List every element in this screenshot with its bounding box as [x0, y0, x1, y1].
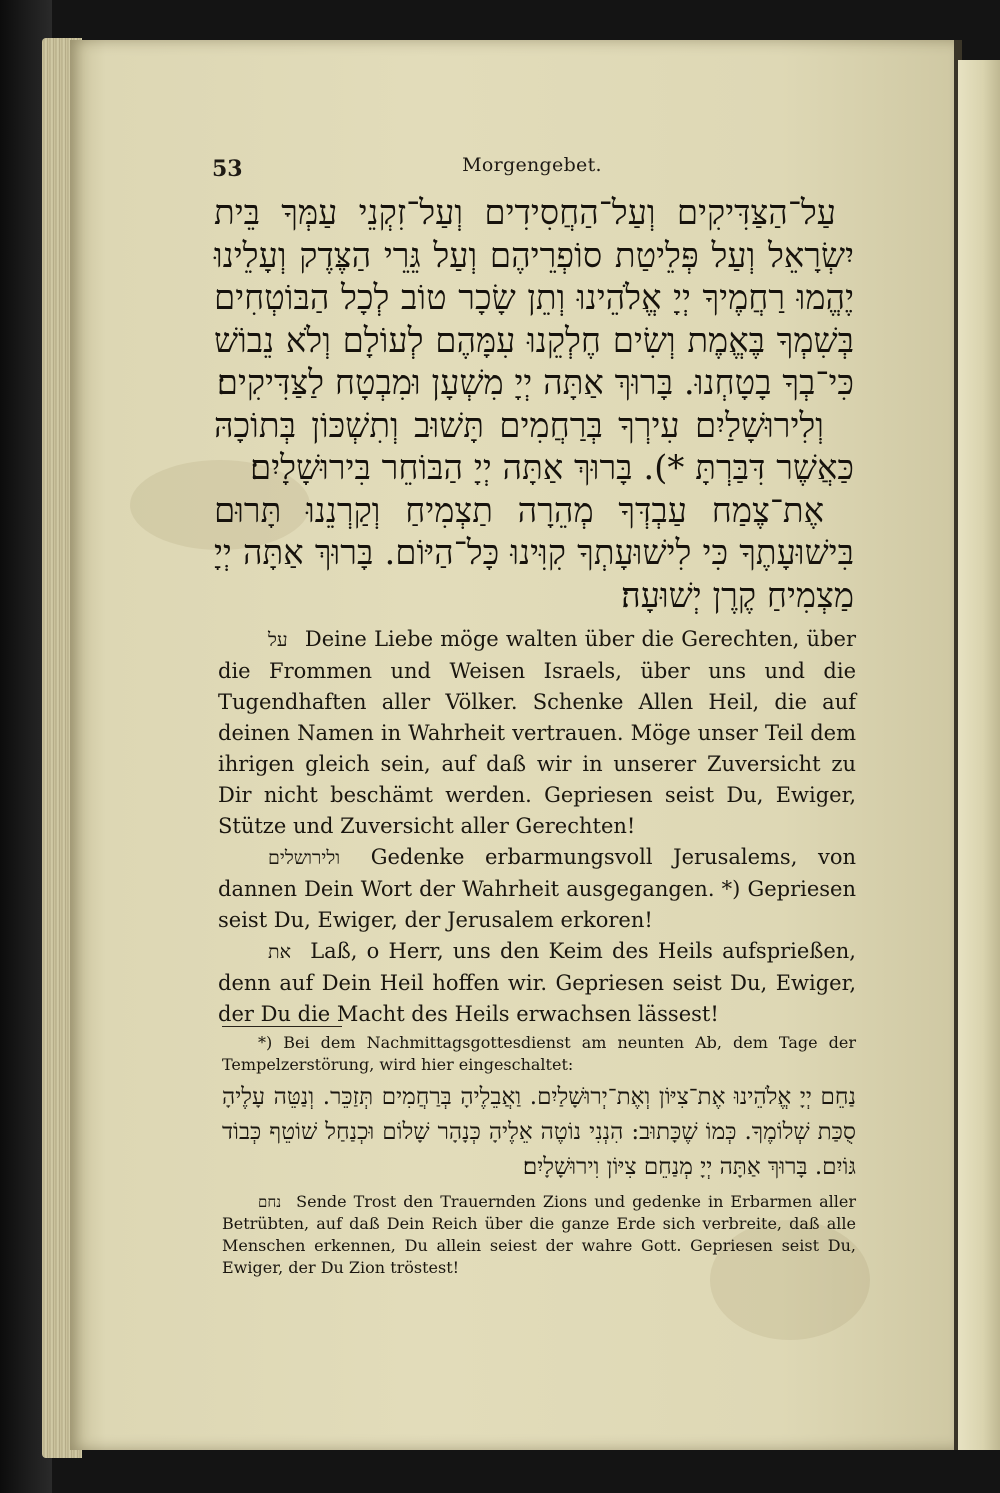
german-translation: [218, 624, 856, 1030]
hebrew-catchword: נחם: [258, 1193, 282, 1211]
footnote-rule: [222, 1026, 342, 1027]
facing-page: [958, 60, 1000, 1450]
page-header: [212, 152, 852, 186]
running-head: Morgengebet.: [462, 154, 602, 176]
hebrew-paragraph: עַל־הַצַּדִּיקִים וְעַל־הַחֲסִידִים וְעַל־זִקְנֵי עַמְּךָ בֵּית יִשְׂרָאֵל וְעַל פְּלֵיטַת סוֹפְרֵיהֶם וְעַל גֵּרֵי הַצֶּדֶק וְעָלֵינוּ יֶהֱמוּ רַחֲמֶיךָ יְיָ אֱלֹהֵינוּ וְתֵן שָׂכָר טוֹב לְכָל הַבּוֹטְחִים בְּשִׁמְךָ בֶּאֱמֶת וְשִׂים חֶלְקֵנוּ עִמָּהֶם לְעוֹלָם וְלֹא נֵבוֹשׁ כִּי־בְךָ בָטָחְנוּ. בָּרוּךְ אַתָּה יְיָ מִשְׁעָן וּמִבְטָח לַצַּדִּיקִים׃: [214, 193, 854, 403]
german-paragraph: [218, 936, 856, 1030]
page-number: 53: [212, 156, 243, 182]
hebrew-paragraph: אֶת־צֶמַח עַבְדְּךָ מְהֵרָה תַצְמִיחַ וְקַרְנֵנוּ תָּרוּם בִּישׁוּעָתֶךָ כִּי לִישׁוּעָתְךָ קִוִּינוּ כָּל־הַיּוֹם. בָּרוּךְ אַתָּה יְיָ מַצְמִיחַ קֶרֶן יְשׁוּעָה׃: [214, 490, 854, 616]
german-paragraph-text: Gedenke erbarmungsvoll Jerusalems, von dannen Dein Wort der Wahrheit ausgegangen. *) Gepriesen seist Du, Ewiger, der Jerusalem erkoren!: [218, 845, 856, 932]
footnote-intro: *) Bei dem Nachmittagsgottesdienst am neunten Ab, dem Tage der Tempelzerstörung, wird hier eingeschaltet:: [222, 1033, 856, 1074]
hebrew-catchword: ולירושלים: [268, 847, 341, 869]
footnote-german: [222, 1191, 856, 1279]
hebrew-paragraph: וְלִירוּשָׁלַיִם עִירְךָ בְּרַחֲמִים תָּשׁוּב וְתִשְׁכּוֹן בְּתוֹכָהּ כַּאֲשֶׁר דִּבַּרְתָּ *). בָּרוּךְ אַתָּה יְיָ הַבּוֹחֵר בִּירוּשָׁלָיִם׃: [214, 405, 854, 488]
footnote-german-text: Sende Trost den Trauernden Zions und gedenke in Erbarmen aller Betrübten, auf daß Dein Reich über die ganze Erde sich verbreite, daß alle Menschen erkennen, Du allein seiest der wahre Gott. Gepriesen seist Du, Ewiger, der Du Zion tröstest!: [222, 1192, 856, 1277]
hebrew-catchword: את: [268, 941, 291, 963]
footnote: [222, 1032, 856, 1279]
hebrew-catchword: על: [268, 629, 288, 651]
german-paragraph-text: Deine Liebe möge walten über die Gerechten, über die Frommen und Weisen Israels, über uns und die Tugendhaften aller Völker. Schenke Allen Heil, die auf deinen Namen in Wahrheit vertrauen. Möge unser Teil dem ihrigen gleich sein, auf daß wir in unserer Zuversicht zu Dir nicht beschämt werden. Gepriesen seist Du, Ewiger, Stütze und Zuversicht aller Gerechten!: [218, 627, 856, 838]
german-paragraph-text: Laß, o Herr, uns den Keim des Heils aufsprießen, denn auf Dein Heil hoffen wir. Gepriesen seist Du, Ewiger, der Du die Macht des Heils erwachsen lässest!: [218, 939, 856, 1026]
german-paragraph: [218, 624, 856, 842]
hebrew-prayer-text: [214, 192, 854, 617]
footnote-hebrew-text: נַחֵם יְיָ אֱלֹהֵינוּ אֶת־צִיּוֹן וְאֶת־יְרוּשָׁלַיִם. וַאֲבֵלֶיהָ בְּרַחֲמִים תְּזַכֵּר. וְנַטֵּה עָלֶיהָ סֻכַּת שְׁלוֹמֶךָ. כְּמוֹ שֶׁכָּתוּב: הִנְנִי נוֹטֶה אֵלֶיהָ כְּנָהָר שָׁלוֹם וּכְנַחַל שׁוֹטֵף כְּבוֹד גּוֹיִם. בָּרוּךְ אַתָּה יְיָ מְנַחֵם צִיּוֹן וִירוּשָׁלָיִם׃: [222, 1084, 856, 1180]
german-paragraph: [218, 842, 856, 936]
